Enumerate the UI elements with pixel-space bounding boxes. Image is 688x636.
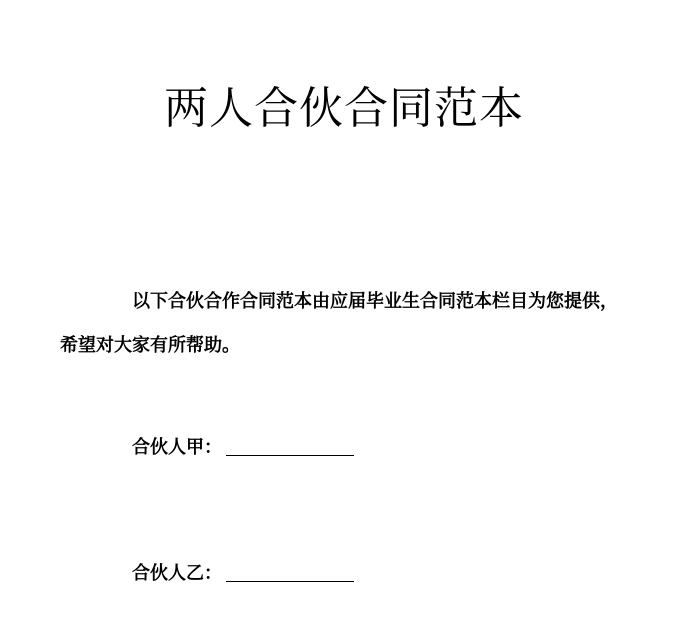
signature-blank-partner-b xyxy=(226,561,354,582)
signature-label-partner-b: 合伙人乙： xyxy=(132,563,222,584)
signature-blank-partner-a xyxy=(226,435,354,456)
signature-label-partner-a: 合伙人甲： xyxy=(132,437,222,458)
signature-line-partner-b xyxy=(132,560,354,588)
intro-paragraph: 以下合伙合作合同范本由应届毕业生合同范本栏目为您提供，希望对大家有所帮助。 xyxy=(60,291,618,356)
signature-line-partner-a xyxy=(132,434,354,462)
document-title: 两人合伙合同范本 xyxy=(164,83,524,135)
